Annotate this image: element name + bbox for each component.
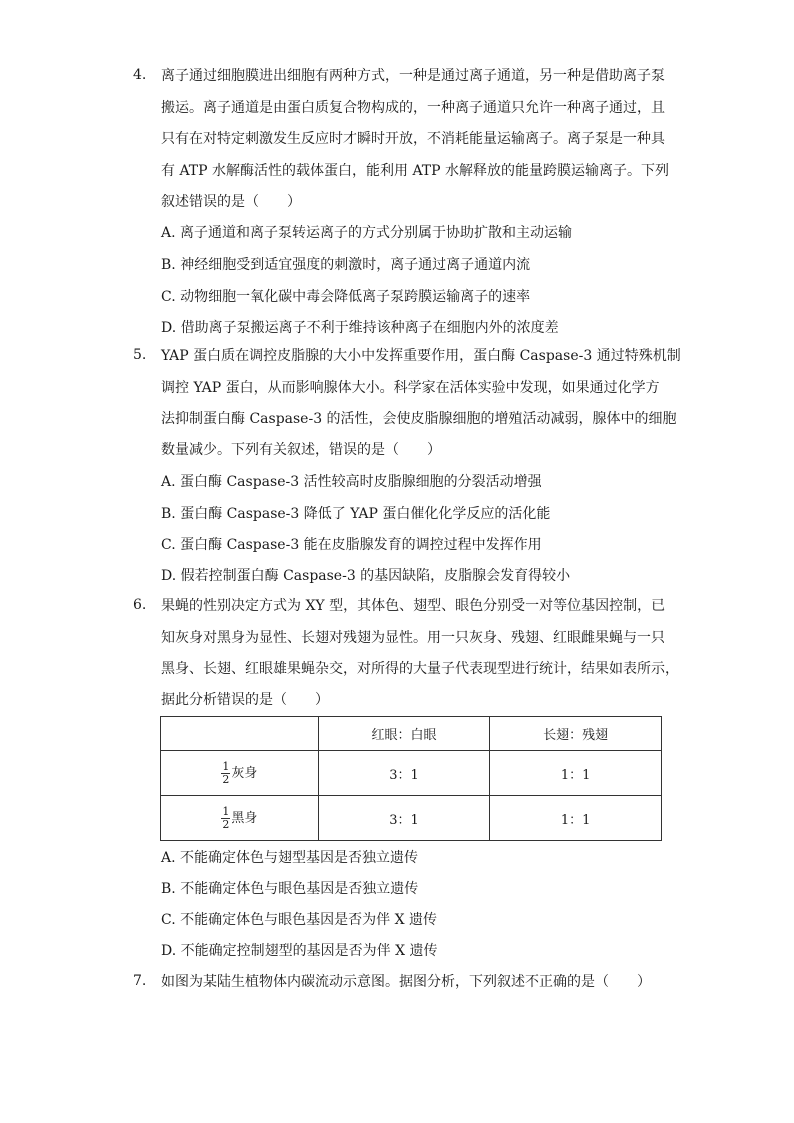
question-number: 6. (133, 597, 147, 613)
option-d[interactable]: D. 不能确定控制翅型的基因是否为伴 X 遗传 (161, 943, 438, 959)
question-text-line: 调控 YAP 蛋白，从而影响腺体大小。科学家在活体实验中发现，如果通过化学方 (161, 380, 660, 396)
option-a[interactable]: A. 蛋白酶 Caspase-3 活性较高时皮脂腺细胞的分裂活动增强 (161, 474, 542, 490)
table-row (161, 796, 662, 841)
question-text-line: 黑身、长翅、红眼雄果蝇杂交，对所得的大量子代表现型进行统计，结果如表所示， (161, 661, 679, 677)
table-cell: 3：1 (318, 796, 490, 841)
question-number: 5. (133, 347, 147, 363)
question-text-line: 有 ATP 水解酶活性的载体蛋白，能利用 ATP 水解释放的能量跨膜运输离子。下列 (161, 163, 670, 179)
table-header-cell (161, 717, 319, 751)
question-text-line: 离子通过细胞膜进出细胞有两种方式，一种是通过离子通道，另一种是借助离子泵 (161, 68, 665, 84)
table-header-cell: 红眼：白眼 (318, 717, 490, 751)
option-b[interactable]: B. 蛋白酶 Caspase-3 降低了 YAP 蛋白催化化学反应的活化能 (161, 506, 551, 522)
option-c[interactable]: C. 动物细胞一氧化碳中毒会降低离子泵跨膜运输离子的速率 (161, 289, 531, 305)
option-b[interactable]: B. 神经细胞受到适宜强度的刺激时，离子通过离子通道内流 (161, 257, 531, 273)
question-number: 7. (133, 973, 147, 989)
question-text-line: 如图为某陆生植物体内碳流动示意图。据图分析，下列叙述不正确的是（ ） (161, 974, 651, 990)
question-text-line: 据此分析错误的是（ ） (161, 692, 329, 708)
row-label: 黑身 (231, 810, 258, 826)
question-text-line: 果蝇的性别决定方式为 XY 型，其体色、翅型、眼色分别受一对等位基因控制，已 (161, 598, 666, 614)
question-text-line: 法抑制蛋白酶 Caspase-3 的活性，会使皮脂腺细胞的增殖活动减弱，腺体中的细胞 (161, 411, 677, 427)
option-c[interactable]: C. 不能确定体色与眼色基因是否为伴 X 遗传 (161, 912, 437, 928)
table-cell: 1：1 (490, 796, 662, 841)
option-d[interactable]: D. 假若控制蛋白酶 Caspase-3 的基因缺陷，皮脂腺会发育得较小 (161, 568, 571, 584)
option-a[interactable]: A. 离子通道和离子泵转运离子的方式分别属于协助扩散和主动运输 (161, 225, 573, 241)
question-text-line: 搬运。离子通道是由蛋白质复合物构成的，一种离子通道只允许一种离子通过，且 (161, 100, 665, 116)
table-row (161, 751, 662, 796)
question-number: 4. (133, 67, 147, 83)
fraction-numerator: 1 (222, 804, 230, 818)
table-cell: 1：1 (490, 751, 662, 796)
fraction-denominator: 2 (222, 817, 230, 831)
option-b[interactable]: B. 不能确定体色与眼色基因是否独立遗传 (161, 881, 419, 897)
table-header-row (161, 717, 662, 751)
phenotype-table (160, 716, 662, 841)
row-label-cell (161, 796, 319, 841)
row-label: 灰身 (231, 765, 258, 781)
fraction (221, 806, 230, 831)
option-c[interactable]: C. 蛋白酶 Caspase-3 能在皮脂腺发育的调控过程中发挥作用 (161, 537, 542, 553)
option-d[interactable]: D. 借助离子泵搬运离子不利于维持该种离子在细胞内外的浓度差 (161, 320, 559, 336)
fraction-numerator: 1 (222, 759, 230, 773)
table-header-cell: 长翅：残翅 (490, 717, 662, 751)
question-text-line: 知灰身对黑身为显性、长翅对残翅为显性。用一只灰身、残翅、红眼雌果蝇与一只 (161, 630, 665, 646)
question-text-line: 叙述错误的是（ ） (161, 194, 301, 210)
fraction-denominator: 2 (222, 772, 230, 786)
table-cell: 3：1 (318, 751, 490, 796)
option-a[interactable]: A. 不能确定体色与翅型基因是否独立遗传 (161, 850, 419, 866)
question-text-line: 只有在对特定刺激发生反应时才瞬时开放，不消耗能量运输离子。离子泵是一种具 (161, 131, 665, 147)
question-text-line: 数量减少。下列有关叙述，错误的是（ ） (161, 442, 441, 458)
row-label-cell (161, 751, 319, 796)
fraction (221, 761, 230, 786)
question-text-line: YAP 蛋白质在调控皮脂腺的大小中发挥重要作用，蛋白酶 Caspase-3 通过特殊机制 (161, 348, 681, 364)
